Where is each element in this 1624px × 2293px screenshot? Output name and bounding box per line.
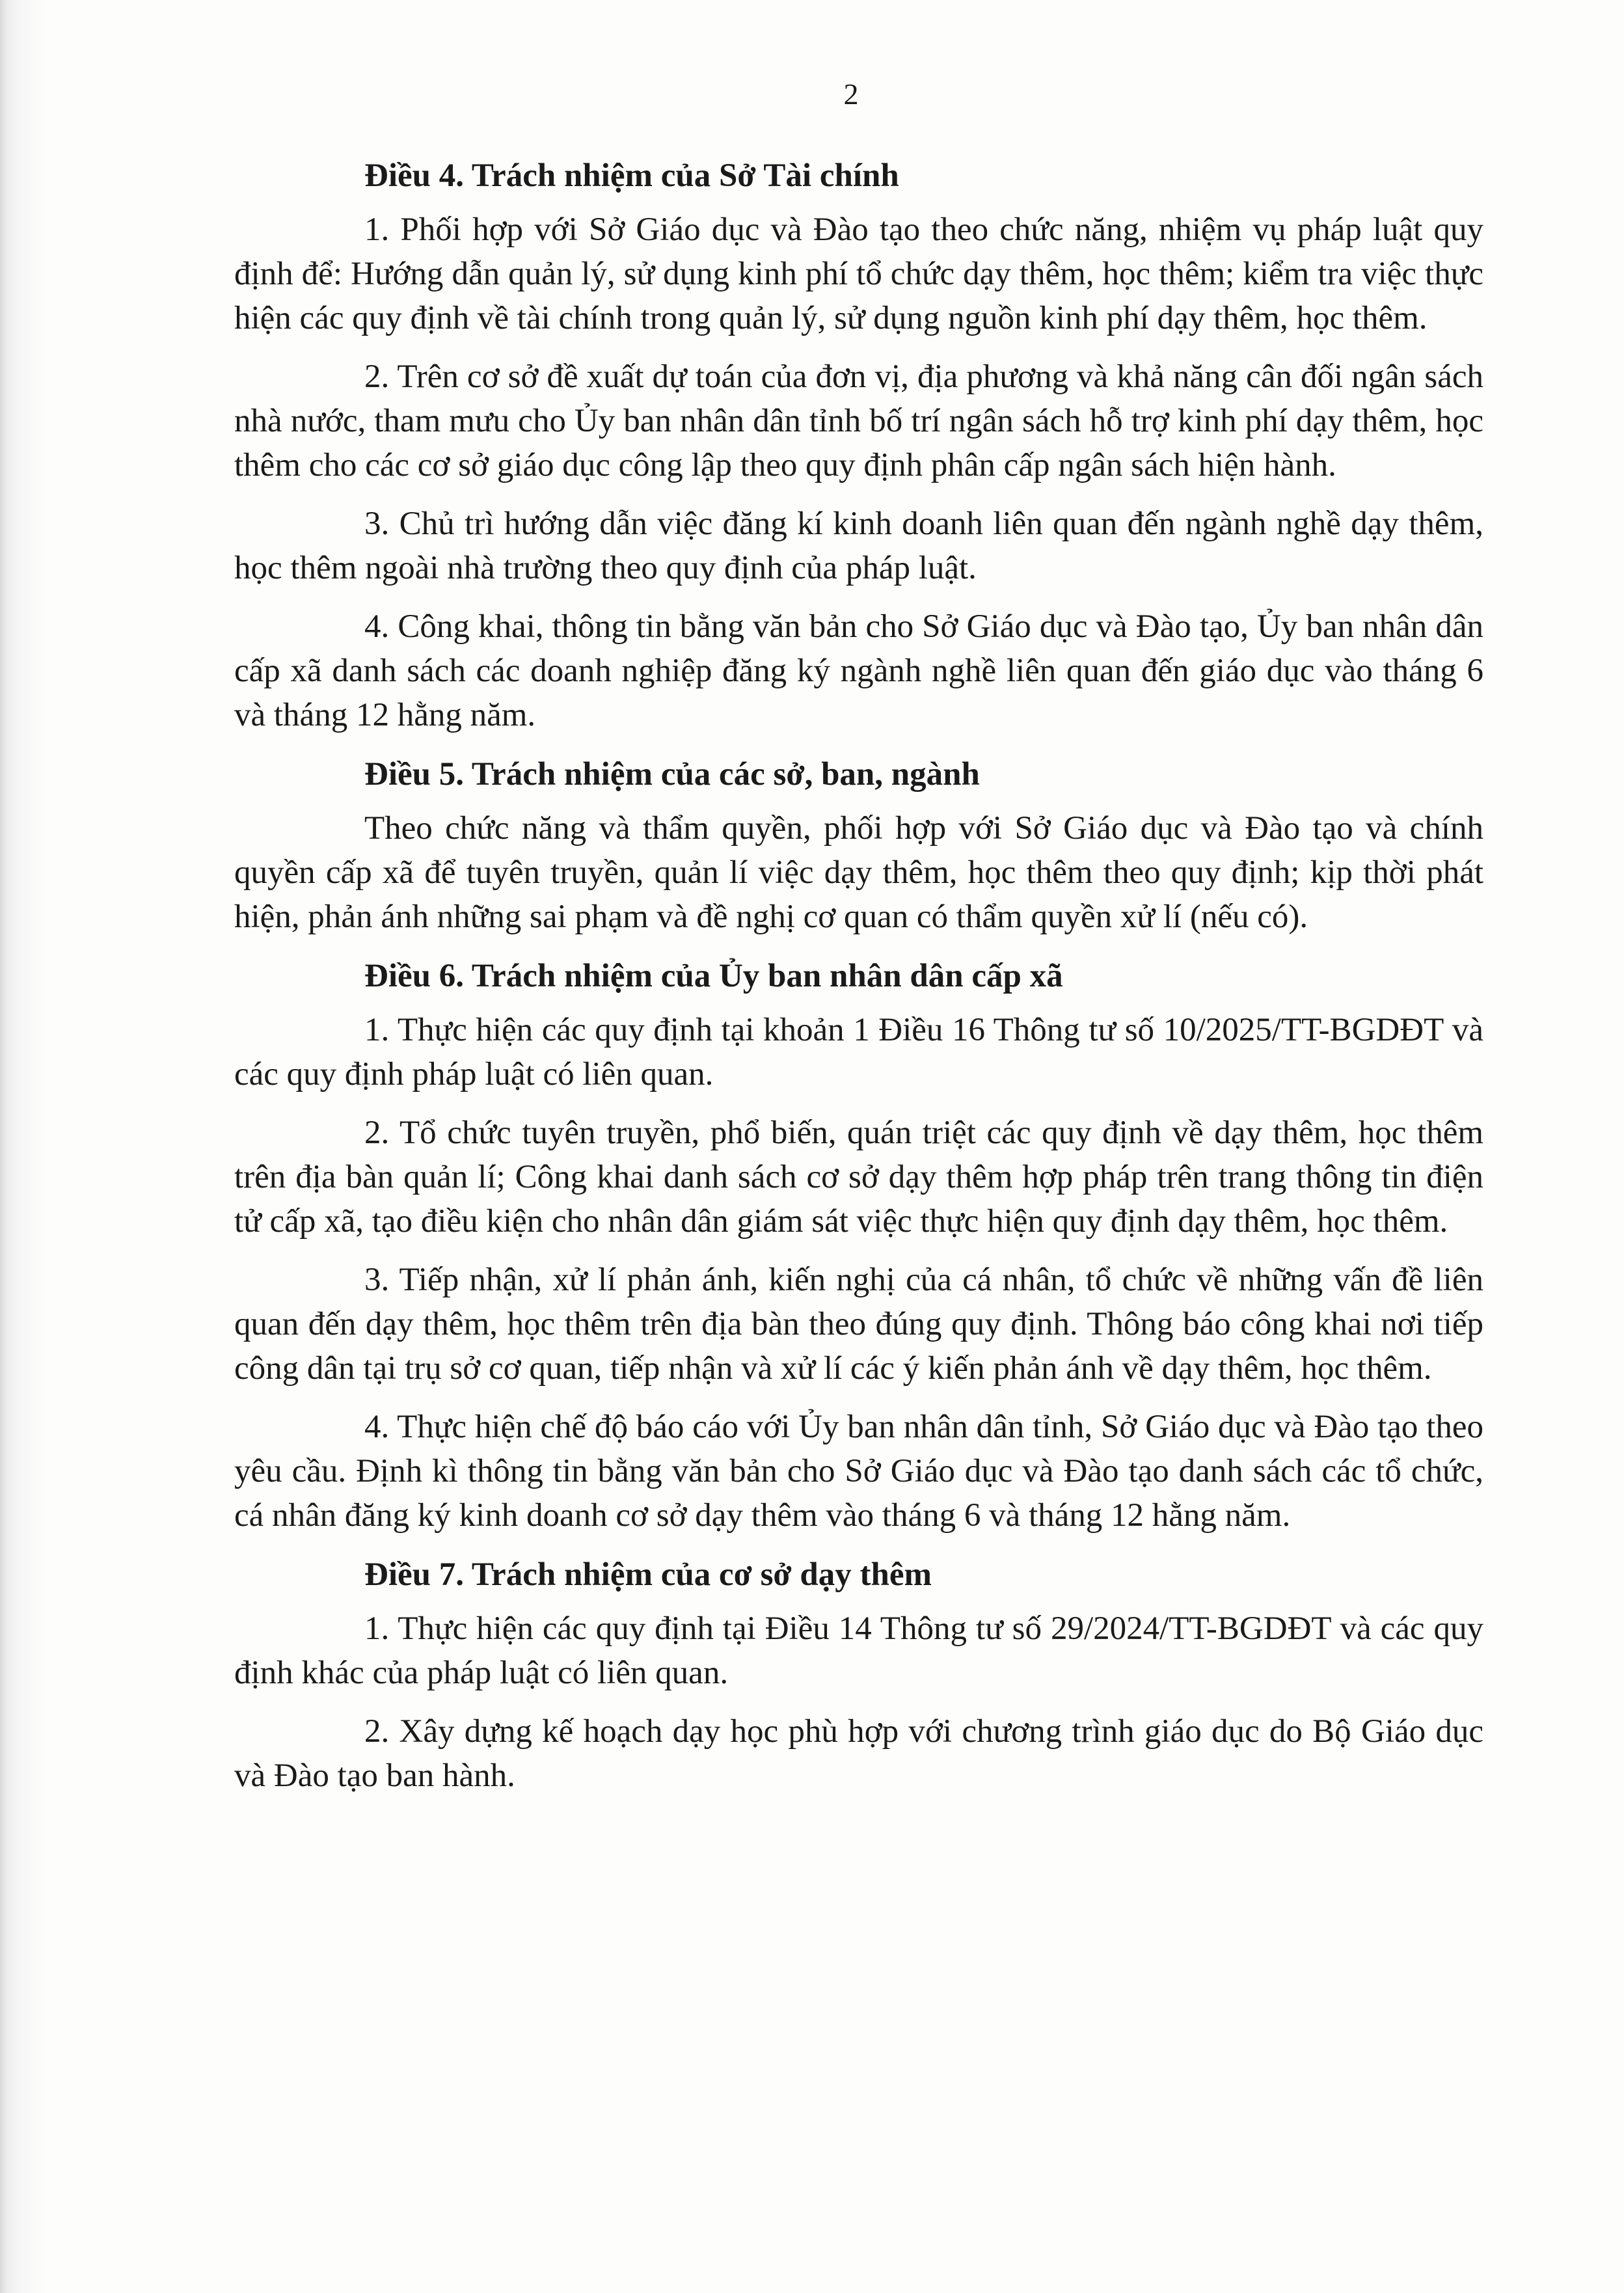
article-5 [234, 752, 1483, 939]
article-5-paragraph: Theo chức năng và thẩm quyền, phối hợp với Sở Giáo dục và Đào tạo và chính quyền cấp xã để tuyên truyền, quản lí việc dạy thêm, học thêm theo quy định; kịp thời phát hiện, phản ánh những sai phạm và đề nghị cơ quan có thẩm quyền xử lí (nếu có). [234, 810, 1483, 935]
article-6-clause-4: 4. Thực hiện chế độ báo cáo với Ủy ban nhân dân tỉnh, Sở Giáo dục và Đào tạo theo yêu cầu. Định kì thông tin bằng văn bản cho Sở Giáo dục và Đào tạo danh sách các tổ chức, cá nhân đăng ký kinh doanh cơ sở dạy thêm vào tháng 6 và tháng 12 hằng năm. [234, 1409, 1483, 1534]
article-7 [234, 1552, 1483, 1798]
scan-edge-shadow [0, 0, 46, 2293]
article-7-clause-1: 1. Thực hiện các quy định tại Điều 14 Thông tư số 29/2024/TT-BGDĐT và các quy định khác của pháp luật có liên quan. [234, 1610, 1483, 1691]
article-6-heading: Điều 6. Trách nhiệm của Ủy ban nhân dân cấp xã [364, 958, 1063, 994]
article-7-clause-2: 2. Xây dựng kế hoạch dạy học phù hợp với chương trình giáo dục do Bộ Giáo dục và Đào tạo ban hành. [234, 1713, 1483, 1794]
article-7-heading: Điều 7. Trách nhiệm của cơ sở dạy thêm [364, 1556, 932, 1593]
article-5-heading: Điều 5. Trách nhiệm của các sở, ban, ngành [364, 756, 980, 793]
article-4-clause-4: 4. Công khai, thông tin bằng văn bản cho Sở Giáo dục và Đào tạo, Ủy ban nhân dân cấp xã danh sách các doanh nghiệp đăng ký ngành nghề liên quan đến giáo dục vào tháng 6 và tháng 12 hằng năm. [234, 608, 1483, 733]
article-4-clause-3: 3. Chủ trì hướng dẫn việc đăng kí kinh doanh liên quan đến ngành nghề dạy thêm, học thêm ngoài nhà trường theo quy định của pháp luật. [234, 506, 1483, 586]
article-6 [234, 953, 1483, 1538]
document-body [234, 153, 1483, 1812]
article-6-clause-1: 1. Thực hiện các quy định tại khoản 1 Điều 16 Thông tư số 10/2025/TT-BGDĐT và các quy định pháp luật có liên quan. [234, 1012, 1483, 1092]
page-number: 2 [843, 77, 859, 111]
article-4-clause-2: 2. Trên cơ sở đề xuất dự toán của đơn vị, địa phương và khả năng cân đối ngân sách nhà nước, tham mưu cho Ủy ban nhân dân tỉnh bố trí ngân sách hỗ trợ kinh phí dạy thêm, học thêm cho các cơ sở giáo dục công lập theo quy định phân cấp ngân sách hiện hành. [234, 359, 1483, 483]
article-6-clause-2: 2. Tổ chức tuyên truyền, phổ biến, quán triệt các quy định về dạy thêm, học thêm trên địa bàn quản lí; Công khai danh sách cơ sở dạy thêm hợp pháp trên trang thông tin điện tử cấp xã, tạo điều kiện cho nhân dân giám sát việc thực hiện quy định dạy thêm, học thêm. [234, 1115, 1483, 1240]
article-4-clause-1: 1. Phối hợp với Sở Giáo dục và Đào tạo theo chức năng, nhiệm vụ pháp luật quy định để: Hướng dẫn quản lý, sử dụng kinh phí tổ chức dạy thêm, học thêm; kiểm tra việc thực hiện các quy định về tài chính trong quản lý, sử dụng nguồn kinh phí dạy thêm, học thêm. [234, 211, 1483, 336]
article-4-heading: Điều 4. Trách nhiệm của Sở Tài chính [364, 157, 899, 194]
article-4 [234, 153, 1483, 737]
article-6-clause-3: 3. Tiếp nhận, xử lí phản ánh, kiến nghị của cá nhân, tổ chức về những vấn đề liên quan đến dạy thêm, học thêm trên địa bàn theo đúng quy định. Thông báo công khai nơi tiếp công dân tại trụ sở cơ quan, tiếp nhận và xử lí các ý kiến phản ánh về dạy thêm, học thêm. [234, 1262, 1483, 1387]
